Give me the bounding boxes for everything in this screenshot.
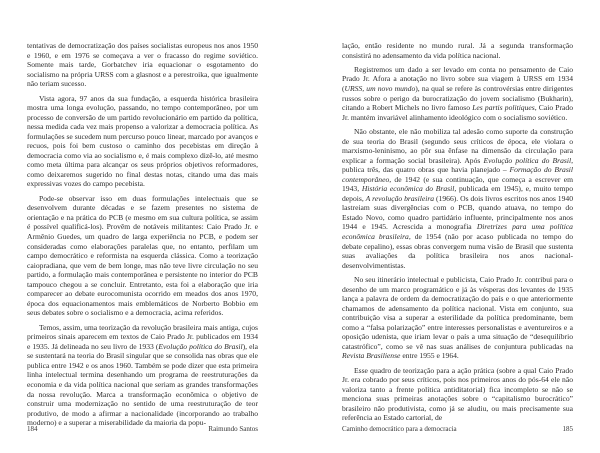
italic-title: Diretrizes para uma política econômica brasileira — [342, 222, 573, 241]
paragraph — [27, 94, 258, 189]
text-run: lação, então residente no mundo rural. Já a segunda transformação consistirá no adensamento da vida política nacional. — [342, 41, 573, 60]
paragraph — [342, 127, 573, 270]
text-run: , publicada em 1945), e, muito tempo depois, — [342, 184, 573, 203]
italic-title: Formação do Brasil contemporâneo — [342, 165, 573, 184]
paragraph — [342, 275, 573, 361]
italic-title: Les partis politiques — [472, 103, 535, 113]
running-head-author: Raimundo Santos — [208, 425, 258, 433]
text-run: ), ela se sustentará na teoria do Brasil singular que se consolida nas obras que ele publica entre 1942 e os anos 1960. Também se pode dizer que esta primeira linha intelectual termina desenhando um programa de reestruturações da economia e da vida política nacional que seriam as grandes transformações da nossa revolução. Marca a transformação econômica o objetivo de construir uma modernização no sentido de uma reestruturação de teor produtivo, de modo a afirmar a nacionalidade (incorporando ao trabalho moderno) e a superar a miserabilidade da maioria da popu- — [27, 341, 258, 428]
italic-title: URSS, um novo mundo — [344, 83, 416, 93]
text-run: Registremos um dado a ser levado em conta no pensamento de Caio Prado Jr. Afora a anotação no livro sobre sua viagem à URSS em 1934 ( — [342, 64, 573, 93]
text-run: No seu itinerário intelectual e publicista, Caio Prado Jr. contribui para o desenho de um marco programático e já às vésperas dos levantes de 1935 lança a palavra de ordem da democratização do país e o que anteriormente chamamos de adensamento da política nacional. Vista em conjunto, sua contribuição visa a superar a esterilidade da política predominante, bem como a “falsa polarização” entre interesses personalistas e aventureiros e a oposição udenista, que iriam levar o país a uma situação de “desequilíbrio catastrófico”, como se vê nas suas análises de conjuntura publicadas na — [342, 274, 573, 351]
text-run: , de 1942 (e sua continuação, que começa a escrever em 1943, — [342, 174, 573, 194]
text-run: (1966). Os dois livros escritos nos anos 1940 lastreiam suas divergências com o PCB, quando atuava, no tempo do Estado Novo, como quadro partidário influente, principalmente nos anos 1944 e 1945. Acrescida a monografia — [342, 193, 573, 232]
paragraph — [342, 41, 573, 60]
italic-title: Evolução política do Brasil — [483, 155, 572, 165]
text-run: , de 1954 (não por acaso publicada no tempo do debate cepalino), essas obras convergem numa visão de Brasil que sustenta suas avaliações da política brasileira nos anos nacional-desenvolvimentistas. — [342, 231, 573, 270]
right-page-footer — [342, 425, 573, 433]
left-page-body — [27, 41, 258, 433]
text-run: Esse quadro de teorização para a ação prática (sobre a qual Caio Prado Jr. era cobrado por seus críticos, pois nos primeiros anos do pós-64 ele não valoriza tanto a frente política antiditatorial) fica incompleto se não se menciona suas primeiras anotações sobre o “capitalismo burocrático” brasileiro não produtivista, como já se aludiu, ou mais precisamente sua referência ao Estado cartorial, de — [342, 365, 573, 423]
paragraph — [27, 41, 258, 89]
text-run: ), na qual se refere às controvérsias entre dirigentes russos sobre o perigo da burocratização do jovem socialismo (Bukharin), citando a Robert Michels no livro famoso — [342, 83, 573, 113]
text-run: , publica três, das quatro obras que havia planejado – — [342, 155, 574, 175]
text-run: Não obstante, ele não mobiliza tal adesão como suporte da construção de sua teoria do Brasil (segundo seus críticos de época, ele violara o marxismo-leninismo, ao pôr sua ênfase na dimensão da circulação para explicar a formação social brasileira). Após — [342, 126, 573, 165]
paragraph — [342, 65, 573, 122]
text-run: Pode-se observar isso em duas formulações intelectuais que se desenvolvem durante décadas e se fazem presentes no sistema de orientação e na prática do PCB (e mesmo em sua cultura política, se assim é possível qualificá-los). Provêm de notáveis militantes: Caio Prado Jr. e Armênio Guedes, um quadro de larga experiência no PCB, e podem ser consideradas como elaborações paralelas que, no entanto, perfilam um campo democrático e reformista na esquerda clássica. Como a teorização caiopradiana, que vem de bem longe, mas não teve livre circulação no seu partido, a formulação mais contemporânea e persistente no interior do PCB tampouco chegou a se concluir. Entretanto, esta foi a elaboração que iria comparecer ao debate eurocomunista ocorrido em meados dos anos 1970, época dos equacionamentos mais emblemáticos de Norberto Bobbio em seus debates sobre o socialismo e a democracia, acima referidos. — [27, 193, 258, 318]
right-page — [300, 0, 600, 453]
text-run: Temos, assim, uma teorização da revolução brasileira mais antiga, cujos primeiros sinais aparecem em textos de Caio Prado Jr. publicados em 1934 e 1935. Já delineada no seu livro de 1933 ( — [27, 322, 258, 351]
text-run: , Caio Prado Jr. mantém invariável alinhamento ideológico com o socialismo soviético. — [342, 103, 573, 122]
text-run: Vista agora, 97 anos da sua fundação, a esquerda histórica brasileira mostra uma longa evolução, passando, no tempo contemporâneo, por um processo de conversão de um partido revolucionário em partido da política, nessa medida cada vez mais propenso a valorizar a democracia política. As formulações se sucedem num percurso pouco linear, marcado por avanços e recuos, pois foi bem custoso o caminho dos pecebistas em direção à democracia como via ao socialismo e, é mais complexo dizê-lo, até mesmo como meta última para alcançar os seus próprios objetivos reformadores, como deixaremos sugerido no final destas notas, citando uma das mais expressivas vozes do campo pecebista. — [27, 93, 258, 189]
right-page-body — [342, 41, 573, 428]
running-head-title: Caminho democrático para a democracia — [342, 425, 457, 433]
page-number: 185 — [562, 425, 573, 433]
italic-title: A revolução brasileira — [365, 193, 435, 203]
paragraph — [342, 366, 573, 423]
italic-title: Evolução política do Brasil — [158, 341, 243, 351]
italic-title: Revista Brasiliense — [342, 351, 401, 361]
text-run: entre 1955 e 1964. — [400, 351, 459, 361]
paragraph — [27, 194, 258, 318]
text-run: tentativas de democratização dos países socialistas europeus nos anos 1950 e 1960, e em 1976 se começava a ver o fracasso do regime soviético. Somente mais tarde, Gorbatchev iria equacionar o esgotamento do socialismo na própria URSS com a glasnost e a perestroika, que igualmente não teriam sucesso. — [27, 41, 258, 89]
paragraph — [27, 323, 258, 428]
left-page-footer — [27, 425, 258, 433]
italic-title: História econômica do Brasil — [361, 184, 455, 194]
page-number: 184 — [27, 425, 38, 433]
